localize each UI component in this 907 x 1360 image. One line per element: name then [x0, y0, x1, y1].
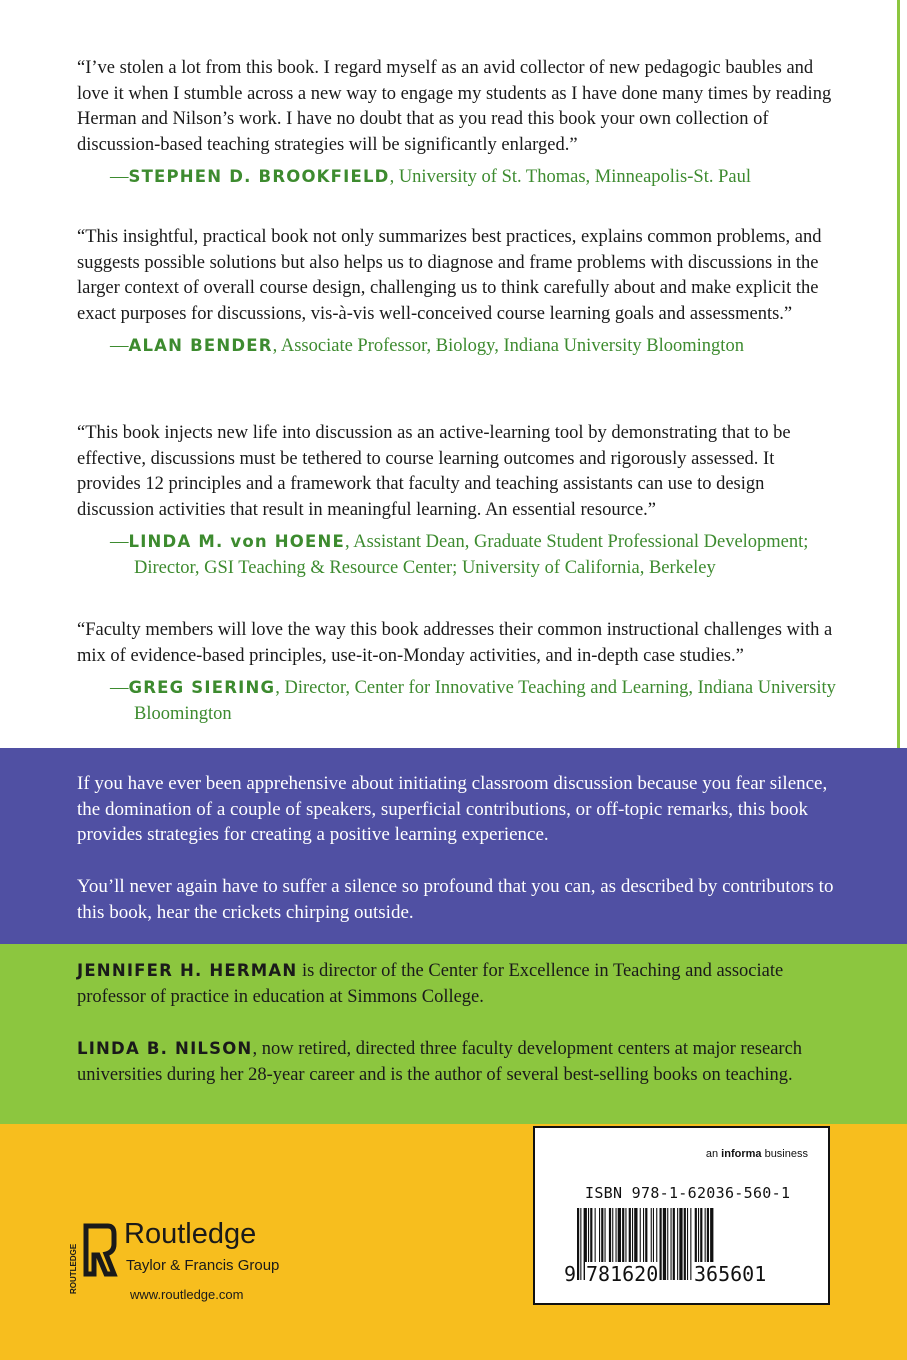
barcode-digits-right: 365601	[694, 1262, 767, 1286]
endorsement-attribution	[77, 529, 837, 581]
informa-brand: informa	[721, 1148, 762, 1160]
endorsement-attribution	[77, 164, 837, 191]
description-band	[0, 748, 907, 944]
endorser-name: GREG SIERING	[128, 678, 276, 698]
endorser-name: LINDA M. von HOENE	[128, 532, 345, 552]
authors-band	[0, 944, 907, 1124]
endorsement-attribution	[77, 333, 837, 360]
dash: —	[110, 167, 129, 188]
author-bio-1	[77, 958, 837, 1010]
dash: —	[110, 532, 129, 553]
barcode-digits	[563, 1262, 803, 1284]
author-bio: is director of the Center for Excellence in Teaching and associate professor of practice in education at Simmons College.	[77, 961, 784, 1007]
endorser-name: ALAN BENDER	[128, 336, 273, 356]
author-name: LINDA B. NILSON	[77, 1039, 253, 1058]
endorsement-1	[77, 56, 837, 191]
endorsement-quote: “This insightful, practical book not only summarizes best practices, explains common problems, and suggests possible solutions but also helps us to diagnose and frame problems with discussions in the larger context of overall course design, challenging us to think carefully about and make explicit the exact purposes for discussions, vis-à-vis well-conceived course learning goals and assessments.”	[77, 227, 822, 324]
endorser-affiliation: , Associate Professor, Biology, Indiana University Bloomington	[272, 336, 744, 357]
barcode-digit-lead: 9	[564, 1262, 577, 1286]
dash: —	[110, 678, 129, 699]
endorsement-quote: “This book injects new life into discussion as an active-learning tool by demonstrating that to be effective, discussions must be tethered to course learning outcomes and rigorously assessed. It provides 12 principles and a framework that faculty and teaching assistants can use to design discussion activities that result in meaningful learning. An essential resource.”	[77, 423, 791, 520]
barcode-box	[533, 1126, 830, 1305]
publisher-band	[0, 1124, 907, 1360]
endorser-affiliation: , University of St. Thomas, Minneapolis-St. Paul	[389, 167, 751, 188]
author-bio-2	[77, 1036, 837, 1088]
endorser-affiliation: , Director, Center for Innovative Teaching and Learning, Indiana University Bloomington	[134, 678, 836, 724]
endorser-affiliation: , Assistant Dean, Graduate Student Professional Development; Director, GSI Teaching & Resource Center; University of California, Berkeley	[134, 532, 809, 578]
endorsement-quote: “Faculty members will love the way this book addresses their common instructional challenges with a mix of evidence-based principles, use-it-on-Monday activities, and in-depth case studies.”	[77, 620, 833, 666]
description-paragraph-2: You’ll never again have to suffer a silence so profound that you can, as described by contributors to this book, hear the crickets chirping outside.	[77, 876, 834, 923]
routledge-logo-icon	[70, 1222, 114, 1294]
endorsement-2	[77, 225, 837, 360]
routledge-vertical-mark: ROUTLEDGE	[69, 1243, 78, 1294]
endorsement-4	[77, 618, 837, 727]
publisher-name: Routledge	[124, 1218, 257, 1250]
dash: —	[110, 336, 129, 357]
author-bio: , now retired, directed three faculty development centers at major research universities during her 28-year career and is the author of several best-selling books on teaching.	[77, 1039, 803, 1085]
informa-tagline	[706, 1148, 808, 1160]
endorsement-3	[77, 421, 837, 582]
publisher-url: www.routledge.com	[130, 1287, 244, 1302]
informa-prefix: an	[705, 1148, 722, 1160]
author-name: JENNIFER H. HERMAN	[77, 961, 298, 980]
publisher-group: Taylor & Francis Group	[126, 1257, 280, 1274]
barcode-digits-left: 781620	[586, 1262, 659, 1286]
description-paragraph-1: If you have ever been apprehensive about initiating classroom discussion because you fear silence, the domination of a couple of speakers, superficial contributions, or off-topic remarks, this book provides strategies for creating a positive learning experience.	[77, 773, 828, 846]
informa-suffix: business	[761, 1148, 808, 1160]
isbn-text: ISBN 978-1-62036-560-1	[585, 1184, 791, 1202]
endorsement-attribution	[77, 675, 837, 727]
endorser-name: STEPHEN D. BROOKFIELD	[128, 167, 390, 187]
endorsement-quote: “I’ve stolen a lot from this book. I regard myself as an avid collector of new pedagogic baubles and love it when I stumble across a new way to engage my students as I have done many times by reading Herman and Nilson’s work. I have no doubt that as you read this book your own collection of discussion-based teaching strategies will be significantly enlarged.”	[77, 58, 832, 155]
